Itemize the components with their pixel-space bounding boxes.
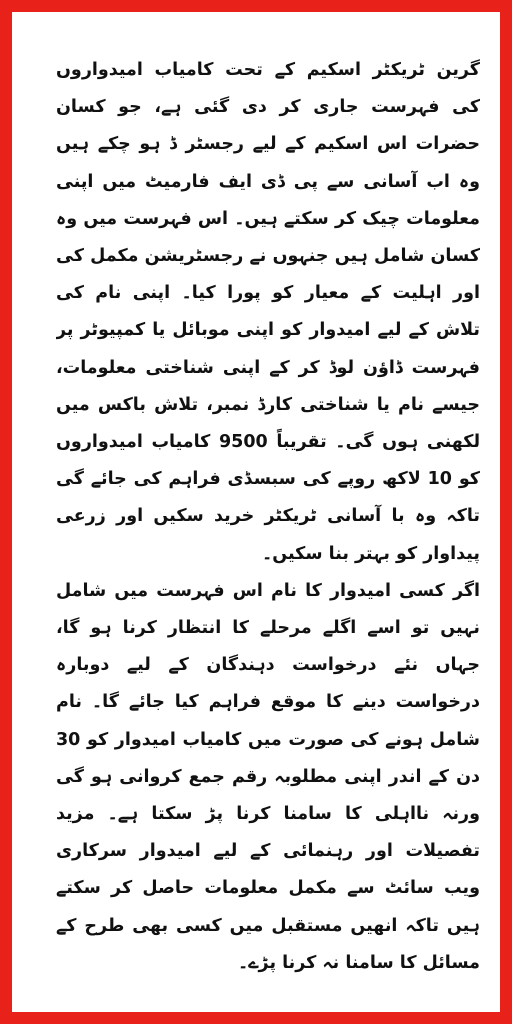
article-paragraph-2: اگر کسی امیدوار کا نام اس فہرست میں شامل نہیں تو اسے اگلے مرحلے کا انتظار کرنا ہو گا، جہاں نئے درخواست دہندگان کے لیے دوبارہ درخواست دینے کا موقع فراہم کیا جائے گا۔ نام شامل ہونے کی صورت میں کامیاب امیدوار کو 30 دن کے اندر اپنی مطلوبہ رقم جمع کروانی ہو گی ورنہ نااہلی کا سامنا کرنا پڑ سکتا ہے۔ مزید تفصیلات اور رہنمائی کے لیے امیدوار سرکاری ویب سائٹ سے مکمل معلومات حاصل کر سکتے ہیں تاکہ انھیں مستقبل میں کسی بھی طرح کے مسائل کا سامنا نہ کرنا پڑے۔	[56, 580, 480, 973]
article-body	[56, 52, 480, 1012]
article-paragraph-1: گرین ٹریکٹر اسکیم کے تحت کامیاب امیدواروں کی فہرست جاری کر دی گئی ہے، جو کسان حضرات اس اسکیم کے لیے رجسٹر ڈ ہو چکے ہیں وہ اب آسانی سے پی ڈی ایف فارمیٹ میں اپنی معلومات چیک کر سکتے ہیں۔ اس فہرست میں وہ کسان شامل ہیں جنہوں نے رجسٹریشن مکمل کی اور اہلیت کے معیار کو پورا کیا۔ اپنی نام کی تلاش کے لیے امیدوار کو اپنی موبائل یا کمپیوٹر پر فہرست ڈاؤن لوڈ کر کے اپنی شناختی معلومات، جیسے نام یا شناختی کارڈ نمبر، تلاش باکس میں لکھنی ہوں گی۔ تقریباً 9500 کامیاب امیدواروں کو 10 لاکھ روپے کی سبسڈی فراہم کی جائے گی تاکہ وہ با آسانی ٹریکٹر خرید سکیں اور زرعی پیداوار کو بہتر بنا سکیں۔	[56, 60, 480, 564]
